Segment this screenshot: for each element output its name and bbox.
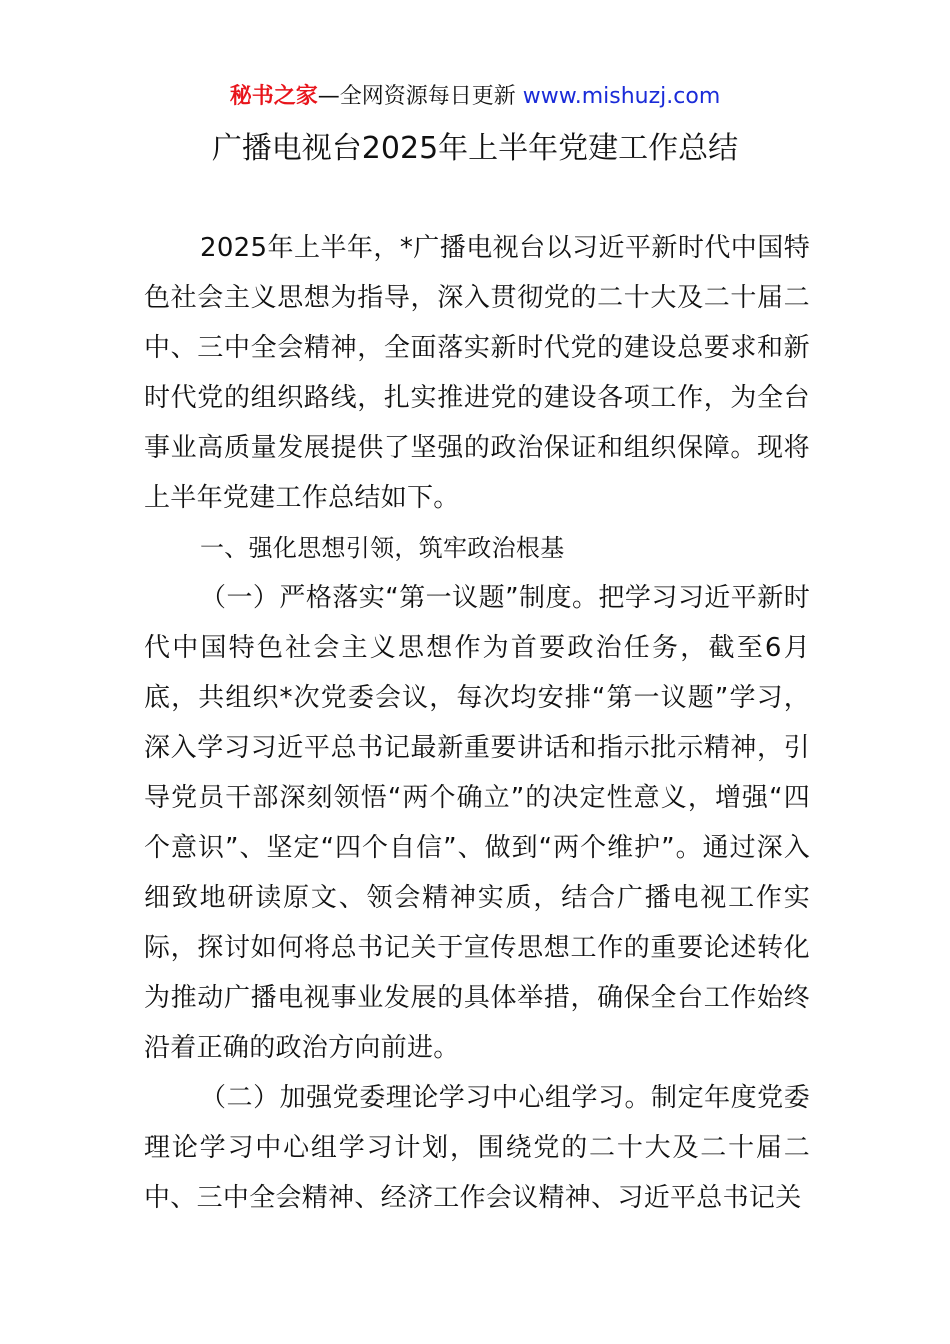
- section-heading: 一、强化思想引领，筑牢政治根基: [200, 534, 565, 562]
- intro-paragraph: 2025年上半年，*广播电视台以习近平新时代中国特色社会主义思想为指导，深入贯彻党的二十大及二十届二中、三中全会精神，全面落实新时代党的建设总要求和新时代党的组织路线，扎实推进党的建设各项工作，为全台事业高质量发展提供了坚强的政治保证和组织保障。现将上半年党建工作总结如下。: [144, 233, 810, 513]
- site-tagline: —全网资源每日更新: [317, 84, 523, 109]
- body-paragraph: （二）加强党委理论学习中心组学习。制定年度党委理论学习中心组学习计划，围绕党的二十大及二十届二中、三中全会精神、经济工作会议精神、习近平总书记关: [144, 1083, 810, 1213]
- site-url-link[interactable]: www.mishuzj.com: [522, 84, 721, 109]
- site-header: [0, 82, 950, 112]
- document-body: [144, 223, 810, 1223]
- document-title: 广播电视台2025年上半年党建工作总结: [211, 131, 739, 166]
- body-paragraph: （一）严格落实“第一议题”制度。把学习习近平新时代中国特色社会主义思想作为首要政治任务，截至6月底，共组织*次党委会议，每次均安排“第一议题”学习，深入学习习近平总书记最新重要讲话和指示批示精神，引导党员干部深刻领悟“两个确立”的决定性意义，增强“四个意识”、坚定“四个自信”、做到“两个维护”。通过深入细致地研读原文、领会精神实质，结合广播电视工作实际，探讨如何将总书记关于宣传思想工作的重要论述转化为推动广播电视事业发展的具体举措，确保全台工作始终沿着正确的政治方向前进。: [144, 583, 810, 1063]
- site-brand: 秘书之家: [229, 84, 318, 109]
